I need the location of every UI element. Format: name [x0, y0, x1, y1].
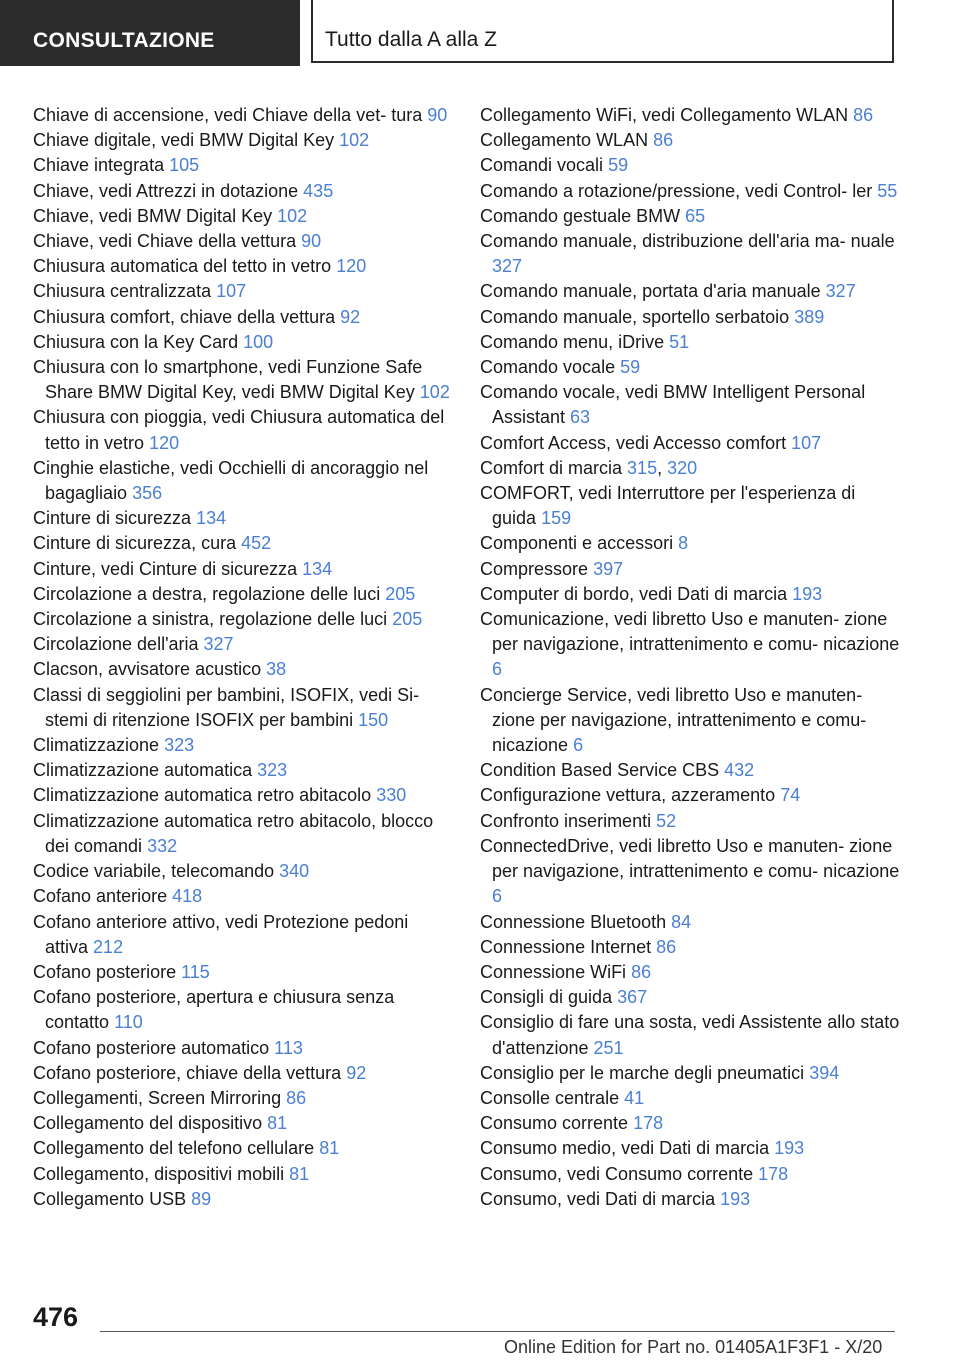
index-term: Circolazione dell'aria: [33, 634, 199, 655]
index-term: Clacson, avvisatore acustico: [33, 659, 262, 680]
page-reference-link[interactable]: 150: [358, 709, 389, 730]
index-entry: [33, 1136, 453, 1161]
index-entry: [480, 834, 900, 910]
page-reference-link[interactable]: 81: [289, 1163, 310, 1184]
page-reference-link[interactable]: 102: [419, 382, 450, 403]
index-entry: [480, 204, 900, 229]
index-term: Compressore: [480, 558, 589, 579]
page-reference-link[interactable]: 59: [620, 357, 641, 378]
index-term: Collegamento del dispositivo: [33, 1113, 263, 1134]
page-reference-link[interactable]: 134: [302, 558, 333, 579]
page-reference-link[interactable]: 115: [181, 961, 210, 982]
page-reference-link[interactable]: 178: [758, 1163, 789, 1184]
page-reference-link[interactable]: 102: [339, 130, 370, 151]
index-entry: [480, 305, 900, 330]
index-entry: [33, 1162, 453, 1187]
page-reference-link[interactable]: 397: [593, 558, 624, 579]
index-entry: [480, 783, 900, 808]
index-term: Chiave digitale, vedi BMW Digital Key: [33, 130, 335, 151]
page-reference-link[interactable]: 8: [678, 533, 689, 554]
page-reference-link[interactable]: 84: [671, 911, 692, 932]
index-term: Consumo medio, vedi Dati di marcia: [480, 1138, 770, 1159]
page-reference-link[interactable]: 120: [149, 432, 180, 453]
page-reference-link[interactable]: 435: [303, 180, 334, 201]
index-term: Chiave di accensione, vedi Chiave della vet- tura: [33, 105, 423, 125]
index-entry: [480, 1111, 900, 1136]
footer-edition: Online Edition for Part no. 01405A1F3F1 - X/20: [504, 1337, 883, 1357]
page-reference-link[interactable]: 367: [617, 987, 648, 1008]
index-entry: [33, 884, 453, 909]
page-reference-link[interactable]: 55: [877, 180, 898, 201]
page-reference-link[interactable]: 315: [627, 457, 658, 478]
index-entry: [33, 179, 453, 204]
index-term: Chiusura con la Key Card: [33, 331, 239, 352]
page-reference-link[interactable]: 320: [667, 457, 698, 478]
page-reference-link[interactable]: 6: [573, 735, 584, 756]
index-entry: [480, 758, 900, 783]
page-reference-link[interactable]: 452: [241, 533, 272, 554]
page-reference-link[interactable]: 251: [593, 1037, 624, 1058]
index-entry: [480, 1162, 900, 1187]
page-reference-link[interactable]: 86: [653, 130, 674, 151]
index-term: Circolazione a destra, regolazione delle luci: [33, 583, 381, 604]
page-reference-link[interactable]: 159: [541, 508, 572, 529]
index-entry: [33, 783, 453, 808]
index-entry: [33, 657, 453, 682]
page-reference-link[interactable]: 51: [669, 331, 690, 352]
page-reference-link[interactable]: 102: [277, 205, 308, 226]
index-entry: [33, 254, 453, 279]
page-reference-link[interactable]: 432: [724, 760, 755, 781]
page-reference-link[interactable]: 105: [169, 155, 200, 176]
index-entry: [33, 683, 453, 733]
page-reference-link[interactable]: 86: [853, 105, 874, 125]
index-term: Cinture di sicurezza: [33, 508, 192, 529]
index-term: Climatizzazione automatica retro abitacolo, blocco dei comandi: [33, 810, 434, 856]
page-reference-link[interactable]: 327: [203, 634, 234, 655]
page-reference-link[interactable]: 59: [608, 155, 629, 176]
index-term: Comando vocale, vedi BMW Intelligent Personal Assistant: [480, 382, 866, 428]
page-reference-link[interactable]: 89: [191, 1188, 212, 1209]
index-entry: [33, 229, 453, 254]
index-entry: [33, 733, 453, 758]
index-term: Chiave, vedi Attrezzi in dotazione: [33, 180, 299, 201]
index-term: Chiave, vedi Chiave della vettura: [33, 231, 297, 252]
index-entry: [33, 531, 453, 556]
index-column-right: [480, 103, 900, 1212]
index-entry: [480, 935, 900, 960]
page-reference-link[interactable]: 323: [257, 760, 288, 781]
index-term: Comando manuale, distribuzione dell'aria ma- nuale: [480, 231, 895, 252]
page-reference-link[interactable]: 81: [267, 1113, 288, 1134]
index-term: Cofano anteriore attivo, vedi Protezione pedoni attiva: [33, 911, 409, 957]
index-term: Comando manuale, sportello serbatoio: [480, 306, 790, 327]
index-term: Climatizzazione automatica: [33, 760, 253, 781]
index-term: Condition Based Service CBS: [480, 760, 720, 781]
index-term: Comando gestuale BMW: [480, 205, 681, 226]
index-term: Cinghie elastiche, vedi Occhielli di ancoraggio nel bagagliaio: [33, 457, 429, 504]
index-entry: [480, 279, 900, 304]
index-entry: [33, 128, 453, 153]
index-term: ConnectedDrive, vedi libretto Uso e manuten- zione per navigazione, intrattenimento e comu- nicazione: [480, 835, 900, 882]
index-term: Circolazione a sinistra, regolazione delle luci: [33, 609, 388, 630]
index-entry: [33, 279, 453, 304]
index-entry: [33, 355, 453, 405]
page-reference-link[interactable]: 418: [172, 886, 203, 907]
page-reference-link[interactable]: 389: [794, 306, 825, 327]
index-term: Componenti e accessori: [480, 533, 674, 554]
section-tab: [0, 0, 300, 66]
index-term: Chiusura con pioggia, vedi Chiusura automatica del tetto in vetro: [33, 407, 445, 453]
index-term: Cinture, vedi Cinture di sicurezza: [33, 558, 298, 579]
index-entry: [33, 859, 453, 884]
index-term: Confronto inserimenti: [480, 810, 652, 831]
index-term: Chiave integrata: [33, 155, 165, 176]
index-term: Chiave, vedi BMW Digital Key: [33, 205, 273, 226]
index-entry: [480, 910, 900, 935]
page-reference-link[interactable]: 327: [825, 281, 856, 302]
page-number: 476: [33, 1302, 79, 1332]
index-entry: [33, 1111, 453, 1136]
page-reference-link[interactable]: 193: [792, 583, 823, 604]
index-entry: [480, 431, 900, 456]
index-term: Comfort di marcia: [480, 457, 623, 478]
index-entry: [480, 809, 900, 834]
index-term: Concierge Service, vedi libretto Uso e manuten- zione per navigazione, intrattenimento e comu- nicazione: [480, 684, 867, 756]
index-entry: [33, 1187, 453, 1212]
index-term: Collegamenti, Screen Mirroring: [33, 1087, 282, 1108]
index-entry: [480, 960, 900, 985]
page-reference-link[interactable]: 86: [656, 936, 677, 957]
index-entry: [480, 229, 900, 279]
page-reference-link[interactable]: 356: [132, 483, 163, 504]
page-reference-link[interactable]: 134: [196, 508, 227, 529]
index-term: Cofano posteriore automatico: [33, 1037, 270, 1058]
page-reference-link[interactable]: 6: [492, 886, 503, 907]
chapter-tab: [311, 0, 894, 63]
index-term: Consumo corrente: [480, 1113, 629, 1134]
index-entry: [33, 582, 453, 607]
index-entry: [33, 456, 453, 506]
page-reference-link[interactable]: 193: [720, 1188, 751, 1209]
index-entry: [33, 153, 453, 178]
index-entry: [33, 632, 453, 657]
index-term: Collegamento WiFi, vedi Collegamento WLAN: [480, 105, 849, 125]
page-reference-link[interactable]: 65: [685, 205, 706, 226]
index-entry: [33, 607, 453, 632]
index-entry: [480, 128, 900, 153]
index-entry: [33, 305, 453, 330]
page-reference-link[interactable]: 212: [93, 936, 124, 957]
index-entry: [480, 985, 900, 1010]
page-reference-link[interactable]: 113: [274, 1037, 303, 1058]
index-term: Comando menu, iDrive: [480, 331, 665, 352]
index-term: Consiglio di fare una sosta, vedi Assistente allo stato d'attenzione: [480, 1012, 900, 1058]
page-reference-link[interactable]: 100: [243, 331, 274, 352]
index-entry: [33, 910, 453, 960]
page-reference-link[interactable]: 38: [266, 659, 287, 680]
index-entry: [480, 103, 900, 128]
index-entry: [480, 531, 900, 556]
index-entry: [33, 405, 453, 455]
index-term: Climatizzazione: [33, 735, 160, 756]
index-column-left: [33, 103, 453, 1212]
page-reference-link[interactable]: 41: [624, 1087, 645, 1108]
page-reference-link[interactable]: 205: [392, 609, 423, 630]
index-term: Connessione WiFi: [480, 961, 627, 982]
page-reference-link[interactable]: 86: [286, 1087, 307, 1108]
index-term: Comunicazione, vedi libretto Uso e manuten- zione per navigazione, intrattenimento e comu- nicazione: [480, 609, 900, 655]
index-term: Collegamento, dispositivi mobili: [33, 1163, 285, 1184]
index-term: Consigli di guida: [480, 987, 613, 1008]
index-term: Consumo, vedi Consumo corrente: [480, 1163, 754, 1184]
index-term: Comando a rotazione/pressione, vedi Control- ler: [480, 180, 873, 201]
index-term: Cofano posteriore, chiave della vettura: [33, 1062, 342, 1083]
index-entry: [480, 607, 900, 683]
index-term: Classi di seggiolini per bambini, ISOFIX, vedi Si- stemi di ritenzione ISOFIX per bambini: [33, 684, 420, 730]
index-term: Comando manuale, portata d'aria manuale: [480, 281, 821, 302]
index-entry: [480, 481, 900, 531]
page-reference-link[interactable]: 205: [385, 583, 416, 604]
index-term: COMFORT, vedi Interruttore per l'esperienza di guida: [480, 483, 856, 529]
page-reference-link[interactable]: 332: [147, 835, 178, 856]
index-term: Collegamento USB: [33, 1188, 187, 1209]
page-reference-link[interactable]: 107: [216, 281, 247, 302]
page-reference-link[interactable]: 110: [114, 1012, 143, 1033]
index-entry: [33, 204, 453, 229]
index-term: Climatizzazione automatica retro abitacolo: [33, 785, 372, 806]
footer-divider: [100, 1331, 895, 1332]
page-header: [0, 0, 960, 66]
page-reference-link[interactable]: 193: [774, 1138, 805, 1159]
page-reference-link[interactable]: 323: [164, 735, 195, 756]
page-reference-link[interactable]: 52: [656, 810, 677, 831]
page-reference-link[interactable]: 90: [427, 105, 448, 125]
index-term: Codice variabile, telecomando: [33, 861, 275, 882]
index-entry: [480, 153, 900, 178]
index-entry: [33, 960, 453, 985]
index-entry: [33, 103, 453, 128]
index-entry: [480, 380, 900, 430]
index-entry: [33, 1036, 453, 1061]
page-reference-link[interactable]: 63: [570, 407, 591, 428]
index-term: Connessione Bluetooth: [480, 911, 667, 932]
chapter-title: Tutto dalla A alla Z: [325, 28, 497, 51]
page-reference-link[interactable]: 120: [336, 256, 367, 277]
index-term: Collegamento del telefono cellulare: [33, 1138, 315, 1159]
index-term: Cofano posteriore, apertura e chiusura senza contatto: [33, 987, 395, 1033]
index-entry: [33, 330, 453, 355]
index-entry: [480, 1061, 900, 1086]
page-reference-link[interactable]: 6: [492, 659, 503, 680]
index-term: Chiusura comfort, chiave della vettura: [33, 306, 336, 327]
page-reference-link[interactable]: 92: [340, 306, 361, 327]
index-entry: [33, 557, 453, 582]
index-term: Chiusura con lo smartphone, vedi Funzione Safe Share BMW Digital Key, vedi BMW Digital Key: [33, 357, 423, 403]
index-entry: [33, 1086, 453, 1111]
index-entry: [480, 1086, 900, 1111]
page-reference-link[interactable]: 81: [319, 1138, 340, 1159]
index-entry: [480, 330, 900, 355]
page-reference-link[interactable]: 327: [492, 256, 523, 277]
page-reference-link[interactable]: 178: [633, 1113, 664, 1134]
index-entry: [480, 683, 900, 759]
index-entry: [480, 1010, 900, 1060]
index-term: Consumo, vedi Dati di marcia: [480, 1188, 716, 1209]
index-term: Cinture di sicurezza, cura: [33, 533, 237, 554]
index-term: Configurazione vettura, azzeramento: [480, 785, 776, 806]
index-entry: [33, 758, 453, 783]
index-entry: [480, 1136, 900, 1161]
index-term: Cofano posteriore: [33, 961, 177, 982]
page-reference-link[interactable]: 92: [346, 1062, 367, 1083]
index-entry: [480, 355, 900, 380]
index-term: Comando vocale: [480, 357, 616, 378]
index-term: Connessione Internet: [480, 936, 652, 957]
index-term: Collegamento WLAN: [480, 130, 649, 151]
index-entry: [33, 809, 453, 859]
index-entry: [480, 1187, 900, 1212]
index-term: Comfort Access, vedi Accesso comfort: [480, 432, 787, 453]
index-entry: [33, 506, 453, 531]
section-title: CONSULTAZIONE: [33, 29, 215, 52]
index-entry: [33, 985, 453, 1035]
index-entry: [33, 1061, 453, 1086]
page-reference-link[interactable]: 107: [791, 432, 822, 453]
page-reference-link[interactable]: 330: [376, 785, 407, 806]
index-term: Consolle centrale: [480, 1087, 620, 1108]
index-term: Computer di bordo, vedi Dati di marcia: [480, 583, 788, 604]
index-entry: [480, 557, 900, 582]
page-reference-link[interactable]: 394: [809, 1062, 840, 1083]
page-reference-link[interactable]: 74: [780, 785, 801, 806]
page-reference-link[interactable]: 86: [631, 961, 652, 982]
index-term: Cofano anteriore: [33, 886, 168, 907]
index-entry: [480, 179, 900, 204]
index-entry: Comfort di marcia 315, 320: [480, 457, 698, 478]
index-term: Comandi vocali: [480, 155, 604, 176]
index-term: Chiusura automatica del tetto in vetro: [33, 256, 332, 277]
index-term: Chiusura centralizzata: [33, 281, 212, 302]
index-term: Consiglio per le marche degli pneumatici: [480, 1062, 805, 1083]
page-reference-link[interactable]: 340: [279, 861, 310, 882]
index-entry: [480, 582, 900, 607]
page-reference-link[interactable]: 90: [301, 231, 322, 252]
